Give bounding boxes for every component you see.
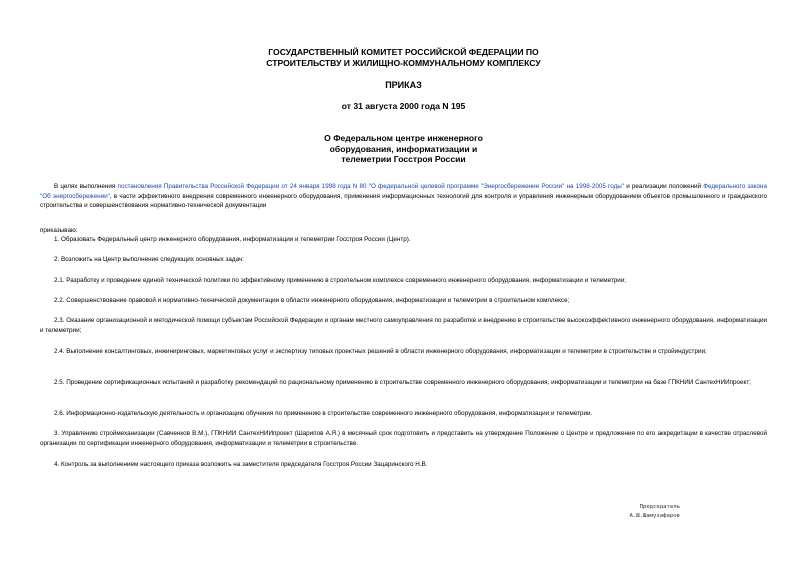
order-item-4: 4. Контроль за выполнением настоящего приказа возложить на заместителя председателя Госстроя России Зацаринского Н.В. <box>54 461 428 468</box>
subject-line-1: О Федеральном центре инженерного <box>324 133 483 143</box>
document-type: ПРИКАЗ <box>385 80 422 90</box>
government-decree-link[interactable]: постановления Правительства Российской Федерации от 24 января 1998 года N 80 "О федеральной целевой программе "Энергосбережение России" на 1998-2005 годы" <box>117 183 625 190</box>
issuing-organization <box>0 47 807 69</box>
document-subject <box>0 133 807 165</box>
signature-block <box>540 503 680 520</box>
order-item-2: 2. Возложить на Центр выполнение следующих основных задач: <box>54 256 244 263</box>
signatory-name: А.Ш.Шамузафаров <box>629 512 680 519</box>
preamble-text-1: В целях выполнения <box>54 183 118 190</box>
preamble-text-2: и реализации положений <box>624 183 704 190</box>
subject-line-3: телеметрии Госстроя России <box>341 154 466 164</box>
preamble-paragraph <box>40 182 767 211</box>
order-item-2-4: 2.4. Выполнение консалтинговых, инжиниринговых, маркетинговых услуг и экспертизу типовых проектных решений в области инженерного оборудования, информатизации и телеметрии в строительстве и стройиндустрии; <box>54 348 707 355</box>
order-item-2-1: 2.1. Разработку и проведение единой технической политики по эффективному применению в строительном комплексе современного инженерного оборудования, информатизации и телеметрии; <box>54 277 627 284</box>
organization-line-1: ГОСУДАРСТВЕННЫЙ КОМИТЕТ РОССИЙСКОЙ ФЕДЕРАЦИИ ПО <box>268 47 539 57</box>
order-item-2-3: 2.3. Оказание организационной и методической помощи субъектам Российской Федерации и органам местного самоуправления по разработке и внедрению в строительстве высокоэффективного инженерного оборудования, информатизации и телеметрии; <box>40 317 767 334</box>
signatory-position: Председатель <box>639 504 680 510</box>
preamble-text-3: , в части эффективного внедрения современного инженерного оборудования, применения информационных технологий для контроля и управления инженерным оборудованием объектов промышленного и гражданского строительства и совершенствования нормативно-технической документации <box>40 192 767 210</box>
order-item-2-6: 2.6. Информационно-издательскую деятельность и организацию обучения по применению в строительстве современного инженерного оборудования, информатизации и телеметрии. <box>54 410 593 417</box>
organization-line-2: СТРОИТЕЛЬСТВУ И ЖИЛИЩНО-КОММУНАЛЬНОМУ КОМПЛЕКСУ <box>266 58 541 68</box>
order-item-3: 3. Управлению строймеханизации (Савченков В.М.), ГПКНИИ СантехНИИпроект (Шарипов А.Я.) в месячный срок подготовить и представить на утверждение Положение о Центре и предложения по его аккредитации в качестве отраслевой организации по сертификации инженерного оборудования, информатизации и телеметрии в строительстве. <box>40 430 767 447</box>
order-item-1: 1. Образовать Федеральный центр инженерного оборудования, информатизации и телеметрии Госстроя России (Центр). <box>54 236 411 243</box>
document-date-number: от 31 августа 2000 года N 195 <box>341 101 466 111</box>
subject-line-2: оборудования, информатизации и <box>329 143 478 154</box>
federal-law-link[interactable]: Федерального закона "Об энергосбережении" <box>40 183 768 200</box>
order-item-2-2: 2.2. Совершенствование правовой и нормативно-технической документации в области инженерного оборудования, информатизации и телеметрии в строительном комплексе; <box>54 297 570 304</box>
order-item-2-5: 2.5. Проведение сертификационных испытаний и разработку рекомендаций по рациональному применению в строительстве современного инженерного оборудования, информатизации и телеметрии на базе ГПКНИИ СантехНИИпроект; <box>54 379 752 386</box>
order-word: приказываю: <box>40 227 78 234</box>
